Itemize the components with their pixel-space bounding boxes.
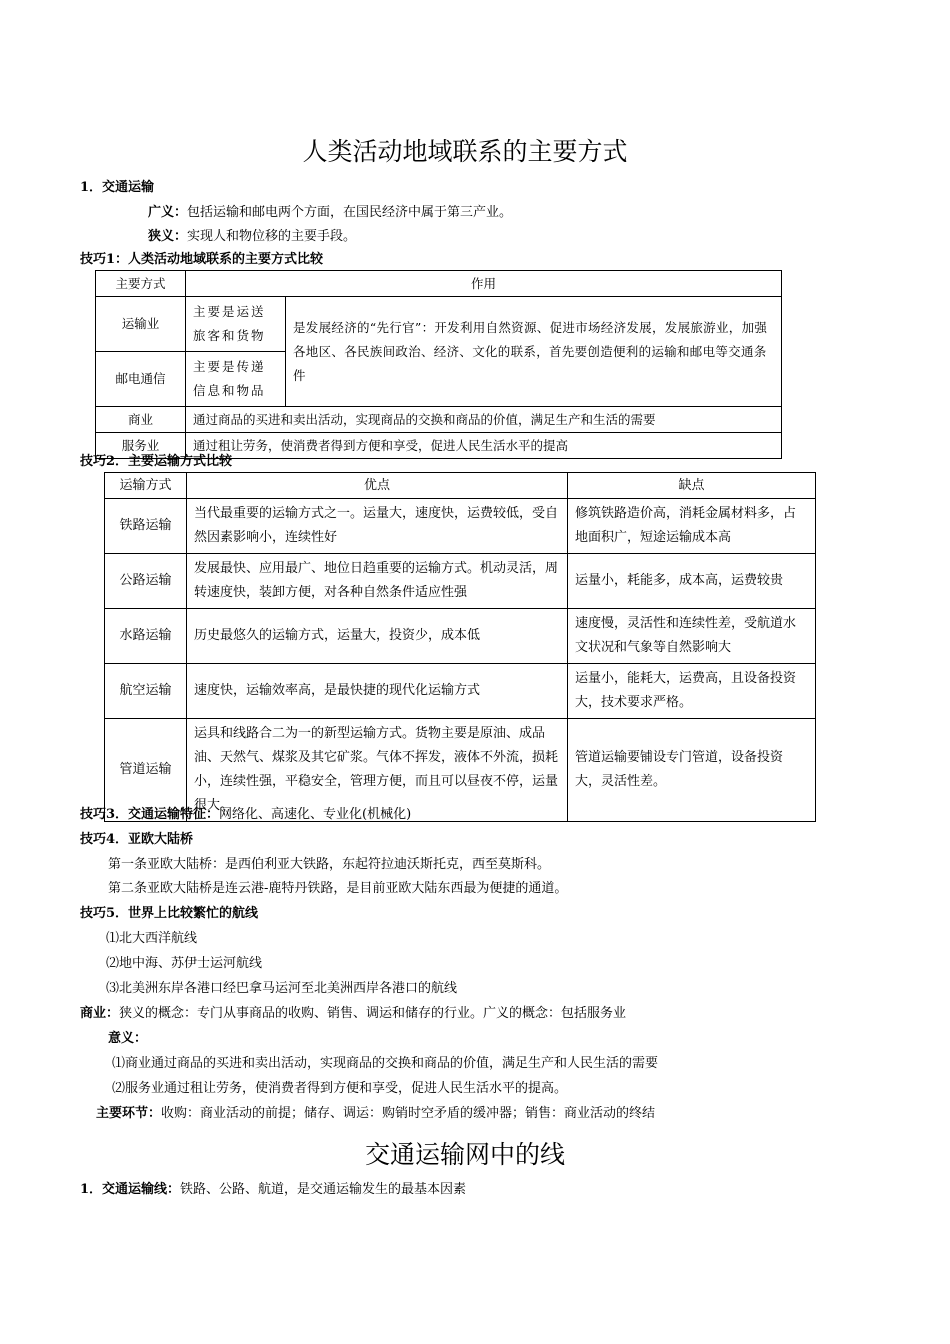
table-row	[105, 609, 816, 664]
table-row	[105, 664, 816, 719]
pros-cell: 速度快，运输效率高，是最快捷的现代化运输方式	[187, 664, 568, 719]
significance-heading: 意义：	[108, 1031, 148, 1046]
transport-modes-table	[104, 472, 816, 822]
table-row	[105, 499, 816, 554]
transport-lines	[80, 1181, 466, 1199]
table-row	[96, 407, 782, 433]
header-role: 作用	[186, 271, 782, 297]
header-mode: 主要方式	[96, 271, 186, 297]
significance-line-2: ⑵服务业通过租让劳务，使消费者得到方便和享受，促进人民生活水平的提高。	[112, 1081, 568, 1096]
header-mode: 运输方式	[105, 473, 187, 499]
narrow-text: 实现人和物位移的主要手段。	[187, 229, 357, 244]
cons-cell: 速度慢，灵活性和连续性差，受航道水文状况和气象等自然影响大	[568, 609, 816, 664]
tip5-line-1: ⑴北大西洋航线	[106, 931, 198, 946]
cons-cell: 运量小，耗能多，成本高，运费较贵	[568, 554, 816, 609]
section-heading-transport: 1．交通运输	[80, 180, 155, 195]
tip5-heading: 技巧5．世界上比较繁忙的航线	[80, 906, 259, 921]
tip3	[80, 806, 411, 824]
broad-text: 包括运输和邮电两个方面，在国民经济中属于第三产业。	[187, 205, 513, 220]
role-cell: 通过租让劳务，使消费者得到方便和享受，促进人民生活水平的提高	[186, 433, 782, 459]
modes-comparison-table	[95, 270, 782, 459]
tip3-text: 网络化、高速化、专业化(机械化)	[219, 807, 412, 822]
tip3-heading: 技巧3．交通运输特征：	[80, 807, 220, 822]
significance-line-1: ⑴商业通过商品的买进和卖出活动，实现商品的交换和商品的价值，满足生产和人民生活的需要	[112, 1056, 659, 1071]
header-cons: 缺点	[568, 473, 816, 499]
role-cell: 通过商品的买进和卖出活动，实现商品的交换和商品的价值，满足生产和生活的需要	[186, 407, 782, 433]
cons-cell: 管道运输要铺设专门管道，设备投资大，灵活性差。	[568, 719, 816, 822]
table-header-row	[105, 473, 816, 499]
tip2-heading: 技巧2．主要运输方式比较	[80, 454, 233, 469]
mode-cell: 商业	[96, 407, 186, 433]
mode-cell: 公路运输	[105, 554, 187, 609]
transport-lines-label: 1．交通运输线：	[80, 1182, 181, 1197]
commerce-label: 商业：	[80, 1006, 120, 1021]
tip4-line-2: 第二条亚欧大陆桥是连云港-鹿特丹铁路，是目前亚欧大陆东西最为便捷的通道。	[108, 881, 568, 896]
transport-lines-text: 铁路、公路、航道，是交通运输发生的最基本因素	[180, 1182, 467, 1197]
mode-cell: 运输业	[96, 297, 186, 352]
mode-cell: 邮电通信	[96, 352, 186, 407]
main-links	[96, 1105, 655, 1123]
main-links-text: 收购：商业活动的前提；储存、调运：购销时空矛盾的缓冲器；销售：商业活动的终结	[161, 1106, 656, 1121]
narrow-label: 狭义：	[148, 229, 188, 244]
broad-definition	[148, 204, 512, 222]
pros-cell: 运具和线路合二为一的新型运输方式。货物主要是原油、成品油、天然气、煤浆及其它矿浆。气体不挥发，液体不外流，损耗小，连续性强，平稳安全，管理方便，而且可以昼夜不停，运量很大。	[187, 719, 568, 822]
mode-cell: 航空运输	[105, 664, 187, 719]
table-header-row	[96, 271, 782, 297]
tip1-heading: 技巧1：人类活动地域联系的主要方式比较	[80, 252, 324, 267]
main-links-label: 主要环节：	[96, 1106, 162, 1121]
mode-cell: 水路运输	[105, 609, 187, 664]
shared-role-cell: 是发展经济的“先行官”：开发利用自然资源、促进市场经济发展，发展旅游业，加强各地区、各民族间政治、经济、文化的联系，首先要创造便利的运输和邮电等交通条件	[286, 297, 782, 407]
tip4-line-1: 第一条亚欧大陆桥：是西伯利亚大铁路，东起符拉迪沃斯托克，西至莫斯科。	[108, 857, 551, 872]
commerce-text: 狭义的概念：专门从事商品的收购、销售、调运和储存的行业。广义的概念：包括服务业	[119, 1006, 627, 1021]
page-title: 人类活动地域联系的主要方式	[302, 137, 628, 166]
broad-label: 广义：	[148, 205, 188, 220]
table-row	[96, 297, 782, 352]
commerce-definition	[80, 1005, 626, 1023]
cons-cell: 修筑铁路造价高，消耗金属材料多，占地面积广，短途运输成本高	[568, 499, 816, 554]
sub-cell: 主要是传递信息和物品	[186, 352, 286, 407]
cons-cell: 运量小，能耗大，运费高，且设备投资大，技术要求严格。	[568, 664, 816, 719]
tip4-heading: 技巧4．亚欧大陆桥	[80, 832, 194, 847]
pros-cell: 当代最重要的运输方式之一。运量大，速度快，运费较低，受自然因素影响小，连续性好	[187, 499, 568, 554]
mode-cell: 管道运输	[105, 719, 187, 822]
pros-cell: 历史最悠久的运输方式，运量大，投资少，成本低	[187, 609, 568, 664]
sub-cell: 主要是运送旅客和货物	[186, 297, 286, 352]
tip5-line-2: ⑵地中海、苏伊士运河航线	[106, 956, 263, 971]
pros-cell: 发展最快、应用最广、地位日趋重要的运输方式。机动灵活，周转速度快，装卸方便，对各种自然条件适应性强	[187, 554, 568, 609]
table-row	[105, 554, 816, 609]
mode-cell: 铁路运输	[105, 499, 187, 554]
narrow-definition	[148, 228, 356, 246]
mode-cell: 服务业	[96, 433, 186, 459]
tip5-line-3: ⑶北美洲东岸各港口经巴拿马运河至北美洲西岸各港口的航线	[106, 981, 458, 996]
section-title-2: 交通运输网中的线	[364, 1140, 565, 1169]
header-pros: 优点	[187, 473, 568, 499]
